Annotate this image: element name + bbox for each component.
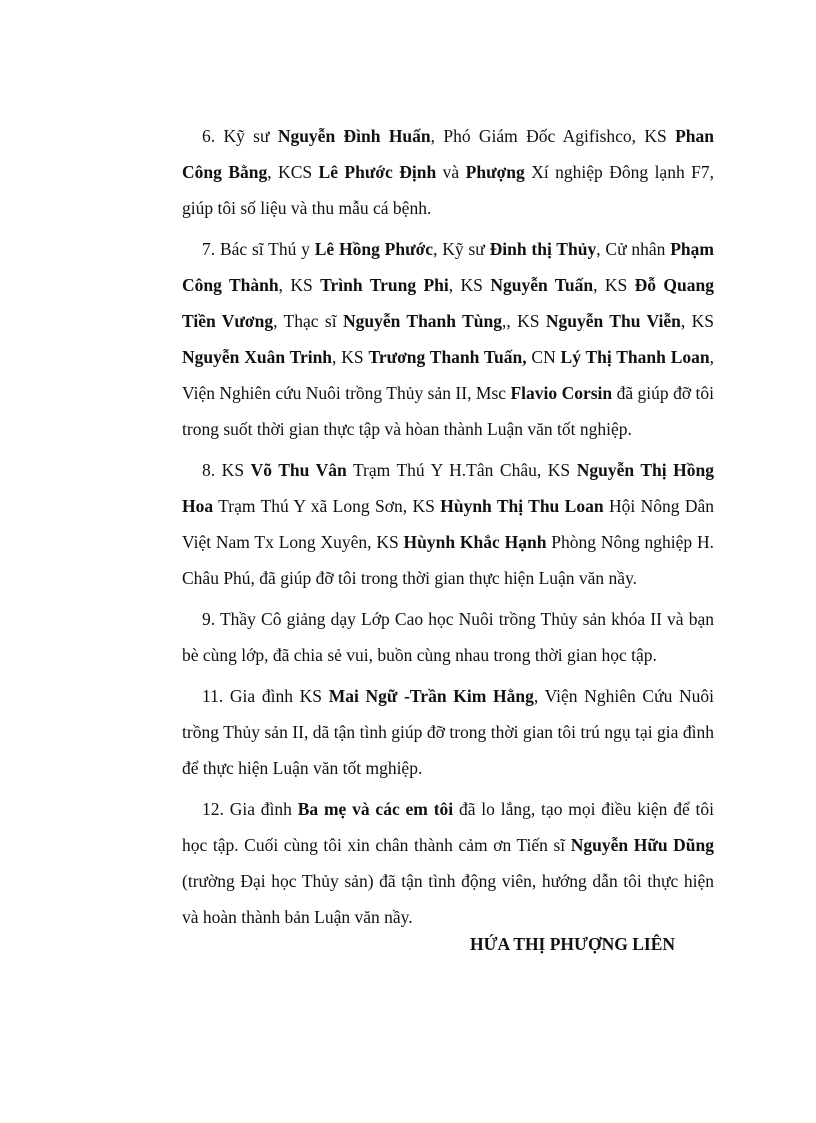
paragraph-7 (182, 231, 714, 447)
bold-name-text: Mai Ngữ -Trần Kim Hằng (328, 686, 534, 706)
paragraph-text: 12. Gia đình (202, 799, 298, 819)
bold-name-text: Nguyễn Thu Viễn (545, 311, 681, 331)
bold-name-text: Lý Thị Thanh Loan (560, 347, 710, 367)
paragraph-text: , KS (593, 275, 635, 295)
bold-name-text: Đinh thị Thủy (489, 239, 597, 259)
paragraph-9 (182, 601, 714, 673)
paragraph-text: Xí nghiệp Đông lạnh F7, giúp tôi số liệu và thu mẫu cá bệnh. (182, 162, 714, 218)
bold-name-text: Nguyễn Tuấn (490, 275, 594, 295)
paragraph-text: , KS (680, 311, 715, 331)
paragraph-text: , Cử nhân (596, 239, 671, 259)
paragraph-8 (182, 452, 714, 596)
bold-name-text: Lê Hồng Phước (314, 239, 434, 259)
paragraph-text: , Viện Nghiên cứu Nuôi trồng Thủy sản II, Msc (182, 347, 714, 403)
paragraph-text: 8. KS (202, 460, 251, 480)
bold-name-text: Đỗ Quang Tiền Vương (182, 275, 715, 331)
paragraph-text: 7. Bác sĩ Thú y (202, 239, 315, 259)
paragraph-text: 9. Thầy Cô giảng dạy Lớp Cao học Nuôi trồng Thủy sản khóa II và bạn bè cùng lớp, đã chia sẻ vui, buồn cùng nhau trong thời gian học tập. (182, 609, 714, 665)
acknowledgement-body (182, 118, 714, 940)
bold-name-text: Nguyễn Thanh Tùng (342, 311, 502, 331)
bold-name-text: Lê Phước Định (318, 162, 437, 182)
bold-name-text: Nguyễn Hữu Dũng (570, 835, 714, 855)
paragraph-text: , KCS (267, 162, 319, 182)
paragraph-text: đã lo lắng, tạo mọi điều kiện để tôi học tập. Cuối cùng tôi xin chân thành cảm ơn Tiến sĩ (182, 799, 714, 855)
paragraph-text: ,, KS (501, 311, 546, 331)
bold-name-text: Trương Thanh Tuấn, (368, 347, 527, 367)
paragraph-text: , KS (278, 275, 321, 295)
paragraph-12 (182, 791, 714, 935)
bold-name-text: Trình Trung Phi (320, 275, 449, 295)
author-signature-name: HỨA THỊ PHƯỢNG LIÊN (470, 934, 676, 954)
paragraph-text: , Thạc sĩ (273, 311, 343, 331)
paragraph-text: Phòng Nông nghiệp H. Châu Phú, đã giúp đỡ tôi trong thời gian thực hiện Luận văn nầy. (182, 532, 715, 588)
bold-name-text: Phượng (465, 162, 525, 182)
bold-name-text: Hùynh Khắc Hạnh (403, 532, 547, 552)
paragraph-text: , Kỹ sư (433, 239, 490, 259)
paragraph-text: (trường Đại học Thủy sản) đã tận tình động viên, hướng dẫn tôi thực hiện và hoàn thành bản Luận văn nầy. (182, 871, 714, 927)
bold-name-text: Nguyễn Xuân Trinh (182, 347, 333, 367)
paragraph-text: 11. Gia đình KS (202, 686, 329, 706)
bold-name-text: Ba mẹ và các em tôi (297, 799, 454, 819)
paragraph-11 (182, 678, 714, 786)
bold-name-text: Nguyễn Đình Huấn (277, 126, 431, 146)
paragraph-text: CN (526, 347, 561, 367)
bold-name-text: Phạm Công Thành (182, 239, 714, 295)
paragraph-text: Trạm Thú Y H.Tân Châu, KS (346, 460, 577, 480)
paragraph-text: , KS (448, 275, 491, 295)
bold-name-text: Hùynh Thị Thu Loan (440, 496, 604, 516)
bold-name-text: Flavio Corsin (510, 383, 613, 403)
bold-name-text: Nguyễn Thị Hồng Hoa (182, 460, 714, 516)
paragraph-text: , Viện Nghiên Cứu Nuôi trồng Thủy sản II, dã tận tình giúp đỡ trong thời gian tôi trú ngụ tại gia đình để thực hiện Luận văn tốt mghiệp. (182, 686, 715, 778)
paragraph-text: Hội Nông Dân Việt Nam Tx Long Xuyên, KS (182, 496, 714, 552)
bold-name-text: Võ Thu Vân (250, 460, 347, 480)
bold-name-text: Phan Công Bằng (182, 126, 714, 182)
paragraph-text: 6. Kỹ sư (202, 126, 278, 146)
paragraph-text: và (436, 162, 466, 182)
paragraph-text: Trạm Thú Y xã Long Sơn, KS (213, 496, 441, 516)
paragraph-text: , Phó Giám Đốc Agifishco, KS (430, 126, 676, 146)
paragraph-text: , KS (332, 347, 369, 367)
paragraph-text: đã giúp đỡ tôi trong suốt thời gian thực tập và hòan thành Luận văn tốt nghiệp. (182, 383, 715, 439)
paragraph-6 (182, 118, 714, 226)
